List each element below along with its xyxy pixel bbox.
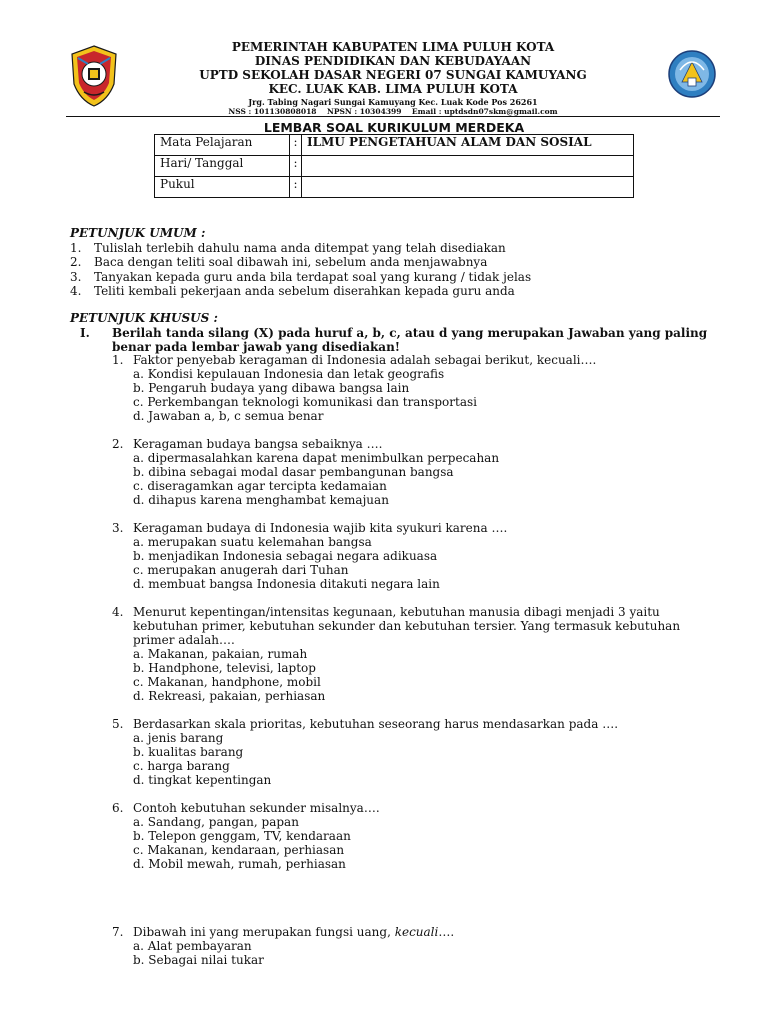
question-3 [112, 521, 718, 591]
answer-option[interactable]: c. Perkembangan teknologi komunikasi dan transportasi [133, 395, 477, 409]
list-item [70, 241, 730, 256]
question-text: Berdasarkan skala prioritas, kebutuhan seseorang harus mendasarkan pada …. [133, 717, 619, 731]
list-item [70, 284, 730, 299]
info-label: Pukul [155, 177, 290, 198]
answer-option[interactable]: d. tingkat kepentingan [133, 773, 272, 787]
info-separator: : [290, 135, 302, 156]
answer-option[interactable]: b. Sebagai nilai tukar [133, 953, 264, 967]
table-row [155, 156, 634, 177]
question-7 [112, 925, 718, 967]
table-row [155, 177, 634, 198]
question-5 [112, 717, 718, 787]
info-label: Hari/ Tanggal [155, 156, 290, 177]
sheet-title: LEMBAR SOAL KURIKULUM MERDEKA [263, 120, 525, 135]
info-separator: : [290, 156, 302, 177]
letterhead-divider [66, 116, 720, 117]
answer-option[interactable]: a. merupakan suatu kelemahan bangsa [133, 535, 372, 549]
list-text: Teliti kembali pekerjaan anda sebelum diserahkan kepada guru anda [94, 284, 515, 298]
table-row [155, 135, 634, 156]
special-instructions-title: PETUNJUK KHUSUS : [70, 311, 218, 325]
answer-option[interactable]: a. dipermasalahkan karena dapat menimbulkan perpecahan [133, 451, 500, 465]
answer-option[interactable]: a. jenis barang [133, 731, 224, 745]
question-text-part: Dibawah ini yang merupakan fungsi uang, [133, 925, 395, 939]
answer-option[interactable]: b. Telepon genggam, TV, kendaraan [133, 829, 351, 843]
list-text: Baca dengan teliti soal dibawah ini, sebelum anda menjawabnya [94, 255, 488, 269]
answer-option[interactable]: d. dihapus karena menghambat kemajuan [133, 493, 389, 507]
question-text: Menurut kepentingan/intensitas kegunaan, kebutuhan manusia dibagi menjadi 3 yaitu kebutuhan primer, kebutuhan sekunder dan kebutuhan tersier. Yang termasuk kebutuhan primer adalah…. [133, 605, 681, 647]
letterhead-line1: PEMERINTAH KABUPATEN LIMA PULUH KOTA [231, 40, 555, 54]
list-number: 2. [70, 255, 82, 269]
question-text-emphasis: kecuali [394, 925, 439, 939]
tut-wuri-handayani-logo-icon [666, 44, 718, 108]
answer-option[interactable]: c. merupakan anugerah dari Tuhan [133, 563, 349, 577]
answer-option[interactable]: c. diseragamkan agar tercipta kedamaian [133, 479, 387, 493]
list-item [70, 270, 730, 285]
question-2 [112, 437, 718, 507]
letterhead-address: Jrg. Tabing Nagari Sungai Kamuyang Kec. Luak Kode Pos 26261 [248, 97, 538, 107]
answer-option[interactable]: c. Makanan, handphone, mobil [133, 675, 321, 689]
info-label: Mata Pelajaran [155, 135, 290, 156]
question-number: 5. [112, 717, 124, 731]
letterhead-text [130, 40, 656, 116]
question-4 [112, 605, 718, 703]
general-instructions-list [70, 241, 730, 299]
answer-option[interactable]: b. kualitas barang [133, 745, 244, 759]
list-number: 4. [70, 284, 82, 298]
question-number: 6. [112, 801, 124, 815]
question-number: 7. [112, 925, 124, 939]
question-text: Contoh kebutuhan sekunder misalnya…. [133, 801, 380, 815]
question-text: Keragaman budaya di Indonesia wajib kita syukuri karena …. [133, 521, 508, 535]
letterhead-line2: DINAS PENDIDIKAN DAN KEBUDAYAAN [254, 54, 532, 68]
info-separator: : [290, 177, 302, 198]
question-number: 2. [112, 437, 124, 451]
list-text: Tulislah terlebih dahulu nama anda ditempat yang telah disediakan [94, 240, 506, 255]
special-instruction-text: Berilah tanda silang (X) pada huruf a, b, c, atau d yang merupakan Jawaban yang paling benar pada lembar jawab yang disediakan! [112, 326, 708, 354]
regency-emblem-icon [68, 44, 120, 108]
question-number: 3. [112, 521, 124, 535]
answer-option[interactable]: a. Kondisi kepulauan Indonesia dan letak geografis [133, 367, 445, 381]
letterhead-line3: UPTD SEKOLAH DASAR NEGERI 07 SUNGAI KAMUYANG [199, 68, 587, 82]
roman-numeral: I. [80, 326, 90, 340]
letterhead-ids: NSS : 101130808018 NPSN : 10304399 Email : uptdsdn07skm@gmail.com [228, 107, 558, 116]
general-instructions [70, 226, 730, 299]
answer-option[interactable]: d. Mobil mewah, rumah, perhiasan [133, 857, 346, 871]
answer-option[interactable]: b. dibina sebagai modal dasar pembangunan bangsa [133, 465, 454, 479]
question-text: Keragaman budaya bangsa sebaiknya …. [133, 437, 383, 451]
answer-option[interactable]: b. Pengaruh budaya yang dibawa bangsa lain [133, 381, 410, 395]
question-text [133, 925, 718, 939]
special-instructions [70, 311, 730, 326]
question-1 [112, 353, 718, 423]
answer-option[interactable]: a. Alat pembayaran [133, 939, 252, 953]
question-text: Faktor penyebab keragaman di Indonesia adalah sebagai berikut, kecuali…. [133, 353, 597, 367]
exam-info-table [154, 134, 634, 198]
list-number: 3. [70, 269, 82, 284]
list-item [70, 255, 730, 270]
answer-option[interactable]: b. menjadikan Indonesia sebagai negara adikuasa [133, 549, 438, 563]
answer-option[interactable]: d. Jawaban a, b, c semua benar [133, 409, 324, 423]
question-number: 1. [112, 353, 124, 367]
answer-option[interactable]: a. Makanan, pakaian, rumah [133, 647, 308, 661]
list-text: Tanyakan kepada guru anda bila terdapat soal yang kurang / tidak jelas [94, 269, 532, 284]
general-instructions-title: PETUNJUK UMUM : [70, 226, 206, 240]
answer-option[interactable]: d. membuat bangsa Indonesia ditakuti negara lain [133, 577, 440, 591]
answer-option[interactable]: c. harga barang [133, 759, 230, 773]
answer-option[interactable]: b. Handphone, televisi, laptop [133, 661, 316, 675]
info-value-time[interactable] [302, 177, 634, 198]
letterhead-line4: KEC. LUAK KAB. LIMA PULUH KOTA [268, 82, 518, 96]
info-value-subject: ILMU PENGETAHUAN ALAM DAN SOSIAL [302, 135, 634, 156]
answer-option[interactable]: a. Sandang, pangan, papan [133, 815, 299, 829]
answer-option[interactable]: c. Makanan, kendaraan, perhiasan [133, 843, 345, 857]
info-value-date[interactable] [302, 156, 634, 177]
question-number: 4. [112, 605, 124, 619]
answer-option[interactable]: d. Rekreasi, pakaian, perhiasan [133, 689, 326, 703]
question-text-part: …. [438, 925, 455, 939]
question-6 [112, 801, 718, 871]
list-number: 1. [70, 240, 82, 255]
